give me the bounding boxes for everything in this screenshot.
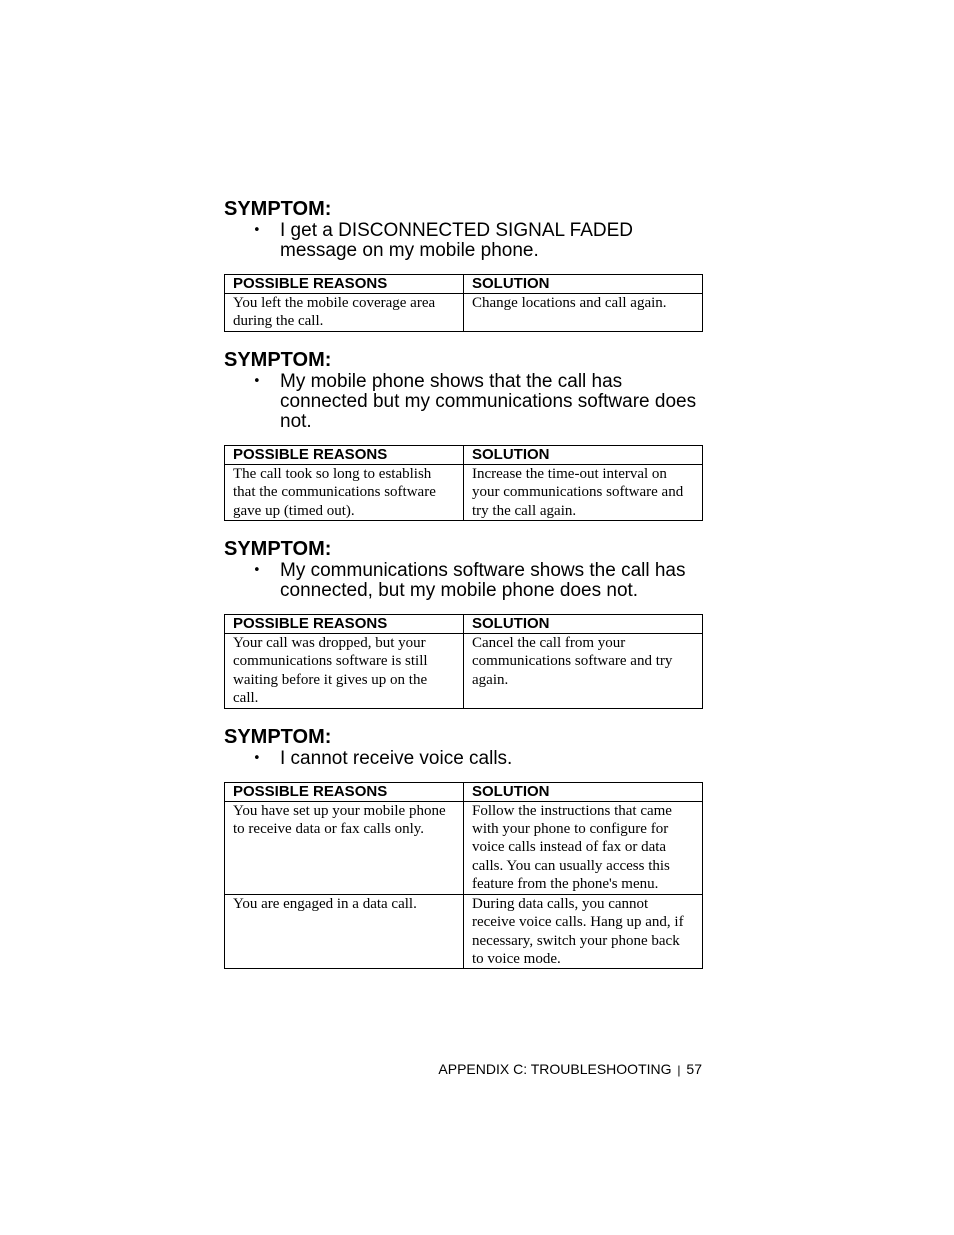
bullet-icon: • xyxy=(253,563,261,579)
reasons-table xyxy=(224,782,703,970)
footer-section-title: APPENDIX C: TROUBLESHOOTING xyxy=(438,1061,672,1077)
header-solution: SOLUTION xyxy=(464,275,703,294)
symptom-section xyxy=(224,537,702,709)
symptom-heading: SYMPTOM: xyxy=(224,538,332,561)
symptom-section xyxy=(224,725,702,970)
table-header-row xyxy=(225,445,703,464)
reason-cell: You are engaged in a data call. xyxy=(225,894,464,969)
symptom-list xyxy=(224,372,702,432)
reasons-table xyxy=(224,274,703,332)
symptom-heading: SYMPTOM: xyxy=(224,198,332,220)
page-footer xyxy=(412,1060,702,1079)
symptom-text: I get a DISCONNECTED SIGNAL FADED message on my mobile phone. xyxy=(280,220,633,261)
symptom-list xyxy=(224,749,702,769)
bullet-icon: • xyxy=(253,223,261,238)
header-possible-reasons: POSSIBLE REASONS xyxy=(225,615,464,634)
symptom-list xyxy=(224,221,702,261)
header-possible-reasons: POSSIBLE REASONS xyxy=(225,445,464,464)
reason-cell: Your call was dropped, but your communications software is still waiting before it gives up on the call. xyxy=(225,634,464,709)
page-number: 57 xyxy=(686,1061,702,1077)
solution-cell: Increase the time-out interval on your communications software and try the call again. xyxy=(464,464,703,520)
table-header-row xyxy=(225,275,703,294)
symptom-text: My mobile phone shows that the call has connected but my communications software does not. xyxy=(280,370,697,432)
header-solution: SOLUTION xyxy=(464,445,703,464)
header-possible-reasons: POSSIBLE REASONS xyxy=(225,782,464,801)
table-row xyxy=(225,464,703,520)
table-row xyxy=(225,801,703,894)
bullet-icon: • xyxy=(253,373,261,389)
table-row xyxy=(225,634,703,709)
symptom-section xyxy=(224,348,702,521)
solution-cell: Change locations and call again. xyxy=(464,294,703,332)
header-solution: SOLUTION xyxy=(464,782,703,801)
reason-cell: You left the mobile coverage area during the call. xyxy=(225,294,464,332)
solution-cell: During data calls, you cannot receive voice calls. Hang up and, if necessary, switch your phone back to voice mode. xyxy=(464,894,703,969)
reasons-table xyxy=(224,445,703,521)
symptom-text: I cannot receive voice calls. xyxy=(280,747,513,769)
table-header-row xyxy=(225,782,703,801)
symptom-heading: SYMPTOM: xyxy=(224,725,332,748)
reason-cell: You have set up your mobile phone to receive data or fax calls only. xyxy=(225,801,464,894)
reasons-table xyxy=(224,614,703,709)
header-solution: SOLUTION xyxy=(464,615,703,634)
header-possible-reasons: POSSIBLE REASONS xyxy=(225,275,464,294)
symptom-list xyxy=(224,561,702,601)
page-content xyxy=(224,197,702,969)
symptom-bullet xyxy=(224,561,702,601)
reason-cell: The call took so long to establish that the communications software gave up (timed out). xyxy=(225,464,464,520)
symptom-bullet xyxy=(224,221,702,261)
symptom-section xyxy=(224,197,702,332)
table-header-row xyxy=(225,615,703,634)
symptom-text: My communications software shows the call has connected, but my mobile phone does not. xyxy=(280,560,686,602)
symptom-bullet xyxy=(224,372,702,432)
symptom-heading: SYMPTOM: xyxy=(224,348,332,371)
solution-cell: Cancel the call from your communications software and try again. xyxy=(464,634,703,709)
footer-separator: | xyxy=(677,1063,681,1077)
table-row xyxy=(225,894,703,969)
symptom-bullet xyxy=(224,749,702,769)
solution-cell: Follow the instructions that came with your phone to configure for voice calls instead of fax or data calls. You can usually access this feature from the phone's menu. xyxy=(464,801,703,894)
bullet-icon: • xyxy=(253,750,261,766)
table-row xyxy=(225,294,703,332)
